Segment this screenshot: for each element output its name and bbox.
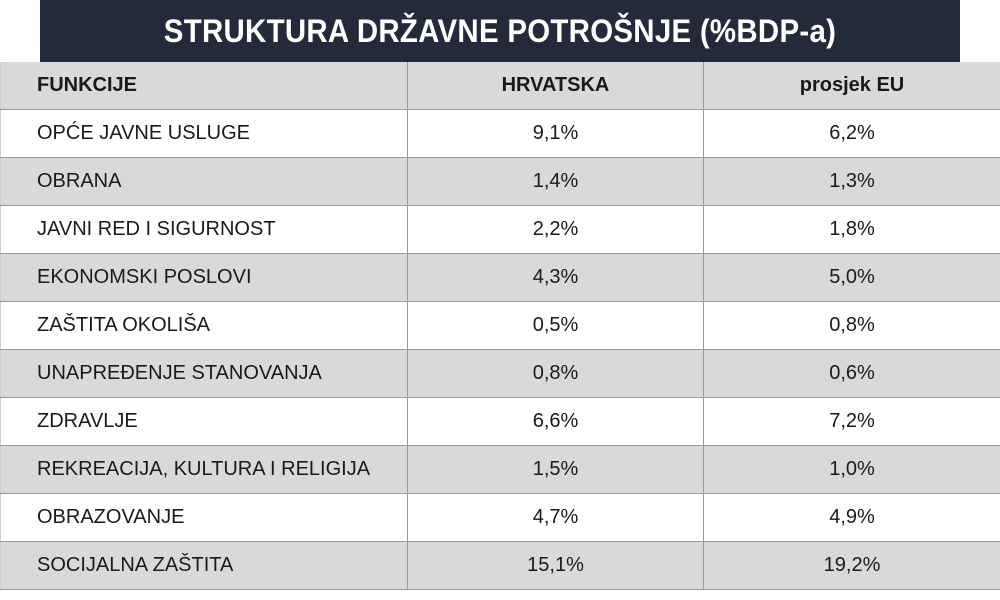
value-prosjek-eu: 4,9% bbox=[704, 494, 1000, 542]
column-header-prosjek-eu: prosjek EU bbox=[704, 62, 1000, 110]
table-row bbox=[1, 206, 1000, 254]
value-hrvatska: 4,7% bbox=[408, 494, 704, 542]
row-label: REKREACIJA, KULTURA I RELIGIJA bbox=[1, 446, 408, 494]
value-prosjek-eu: 6,2% bbox=[704, 110, 1000, 158]
value-prosjek-eu: 1,8% bbox=[704, 206, 1000, 254]
value-hrvatska: 9,1% bbox=[408, 110, 704, 158]
value-prosjek-eu: 1,0% bbox=[704, 446, 1000, 494]
header-row bbox=[1, 62, 1000, 110]
value-prosjek-eu: 5,0% bbox=[704, 254, 1000, 302]
table-row bbox=[1, 110, 1000, 158]
value-prosjek-eu: 1,3% bbox=[704, 158, 1000, 206]
table-row bbox=[1, 350, 1000, 398]
value-hrvatska: 6,6% bbox=[408, 398, 704, 446]
table-row bbox=[1, 542, 1000, 590]
row-label: SOCIJALNA ZAŠTITA bbox=[1, 542, 408, 590]
value-hrvatska: 0,5% bbox=[408, 302, 704, 350]
value-prosjek-eu: 7,2% bbox=[704, 398, 1000, 446]
value-hrvatska: 4,3% bbox=[408, 254, 704, 302]
value-prosjek-eu: 19,2% bbox=[704, 542, 1000, 590]
value-hrvatska: 15,1% bbox=[408, 542, 704, 590]
table-row bbox=[1, 446, 1000, 494]
value-hrvatska: 2,2% bbox=[408, 206, 704, 254]
row-label: OPĆE JAVNE USLUGE bbox=[1, 110, 408, 158]
row-label: ZAŠTITA OKOLIŠA bbox=[1, 302, 408, 350]
row-label: OBRAZOVANJE bbox=[1, 494, 408, 542]
column-header-hrvatska: HRVATSKA bbox=[408, 62, 704, 110]
row-label: OBRANA bbox=[1, 158, 408, 206]
table-row bbox=[1, 494, 1000, 542]
value-hrvatska: 0,8% bbox=[408, 350, 704, 398]
table-row bbox=[1, 158, 1000, 206]
value-hrvatska: 1,5% bbox=[408, 446, 704, 494]
table-row bbox=[1, 254, 1000, 302]
table-row bbox=[1, 398, 1000, 446]
value-hrvatska: 1,4% bbox=[408, 158, 704, 206]
row-label: UNAPREĐENJE STANOVANJA bbox=[1, 350, 408, 398]
row-label: JAVNI RED I SIGURNOST bbox=[1, 206, 408, 254]
table-row bbox=[1, 302, 1000, 350]
column-header-funkcije: FUNKCIJE bbox=[1, 62, 408, 110]
chart-title: STRUKTURA DRŽAVNE POTROŠNJE (%BDP-a) bbox=[40, 0, 960, 62]
value-prosjek-eu: 0,8% bbox=[704, 302, 1000, 350]
row-label: EKONOMSKI POSLOVI bbox=[1, 254, 408, 302]
row-label: ZDRAVLJE bbox=[1, 398, 408, 446]
table-body bbox=[1, 110, 1000, 590]
data-table bbox=[0, 62, 1000, 590]
value-prosjek-eu: 0,6% bbox=[704, 350, 1000, 398]
